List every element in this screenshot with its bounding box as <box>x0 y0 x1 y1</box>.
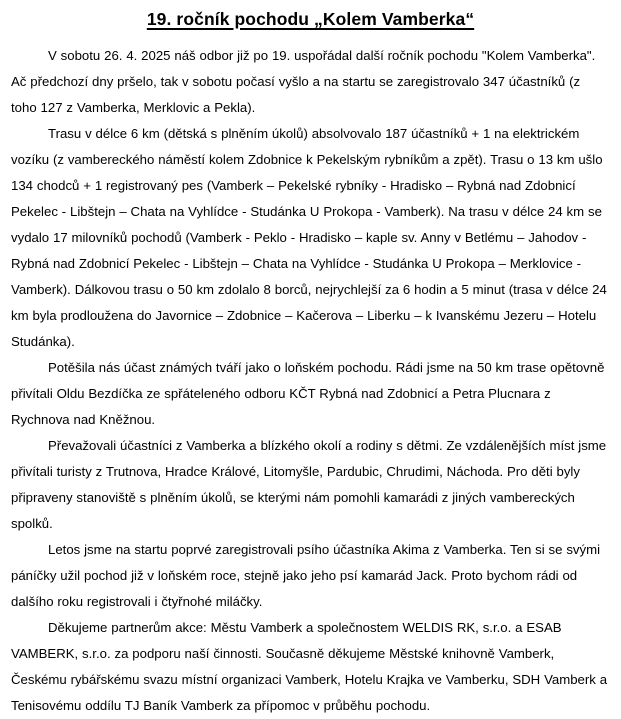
page-title-text: 19. ročník pochodu „Kolem Vamberka“ <box>146 9 475 29</box>
paragraph-dog: Letos jsme na startu poprvé zaregistrovali psího účastníka Akima z Vamberka. Ten si se svými páníčky užil pochod již v loňském roce, stejně jako jeho psí kamarád Jack. Proto bychom rádi od dalšího roku registrovali i čtyřnohé miláčky. <box>11 542 601 609</box>
page-title <box>0 0 621 32</box>
paragraph-participants: Převažovali účastníci z Vamberka a blízkého okolí a rodiny s dětmi. Ze vzdálenějších míst jsme přivítali turisty z Trutnova, Hradce Králové, Litomyšle, Pardubic, Chrudimi, Náchoda. Pro děti byly připraveny stanoviště s plněním úkolů, se kterými nám pomohli kamarádi z jiných vambereckých spolků. <box>11 438 607 531</box>
paragraph-thanks: Děkujeme partnerům akce: Městu Vamberk a společnostem WELDIS RK, s.r.o. a ESAB VAMBERK, s.r.o. za podporu naší činnosti. Současně děkujeme Městské knihovně Vamberk, Českému rybářskému svazu místní organizaci Vamberk, Hotelu Krajka ve Vamberku, SDH Vamberk a Tenisovému oddílu TJ Baník Vamberk za přípomoc v průběhu pochodu. <box>11 620 608 713</box>
paragraph-guests: Potěšila nás účast známých tváří jako o loňském pochodu. Rádi jsme na 50 km trase opětovně přivítali Oldu Bezdíčka ze spřáteleného odboru KČT Rybná nad Zdobnicí a Petra Plucnara z Rychnova nad Kněžnou. <box>11 360 605 427</box>
paragraph-routes: Trasu v délce 6 km (dětská s plněním úkolů) absolvovalo 187 účastníků + 1 na elektrickém vozíku (z vambereckého náměstí kolem Zdobnice k Pekelským rybníkům a zpět). Trasu o 13 km ušlo 134 chodců + 1 registrovaný pes (Vamberk – Pekelské rybníky - Hradisko – Rybná nad Zdobnicí Pekelec - Libštejn – Chata na Vyhlídce - Studánka U Prokopa - Vamberk). Na trasu v délce 24 km se vydalo 17 milovníků pochodů (Vamberk - Peklo - Hradisko – kaple sv. Anny v Betlému – Jahodov - Rybná nad Zdobnicí Pekelec - Libštejn – Chata na Vyhlídce - Studánka U Prokopa – Merklovice - Vamberk). Dálkovou trasu o 50 km zdolalo 8 borců, nejrychlejší za 6 hodin a 5 minut (trasa v délce 24 km byla prodloužena do Javornice – Zdobnice – Kačerova – Liberku – k Ivanskému Jezeru – Hotelu Studánka). <box>11 126 607 349</box>
document-body <box>0 43 621 719</box>
paragraph-intro: V sobotu 26. 4. 2025 náš odbor již po 19. uspořádal další ročník pochodu "Kolem Vamberka". Ač předchozí dny pršelo, tak v sobotu počasí vyšlo a na startu se zaregistrovalo 347 účastníků (z toho 127 z Vamberka, Merklovic a Pekla). <box>11 48 596 115</box>
